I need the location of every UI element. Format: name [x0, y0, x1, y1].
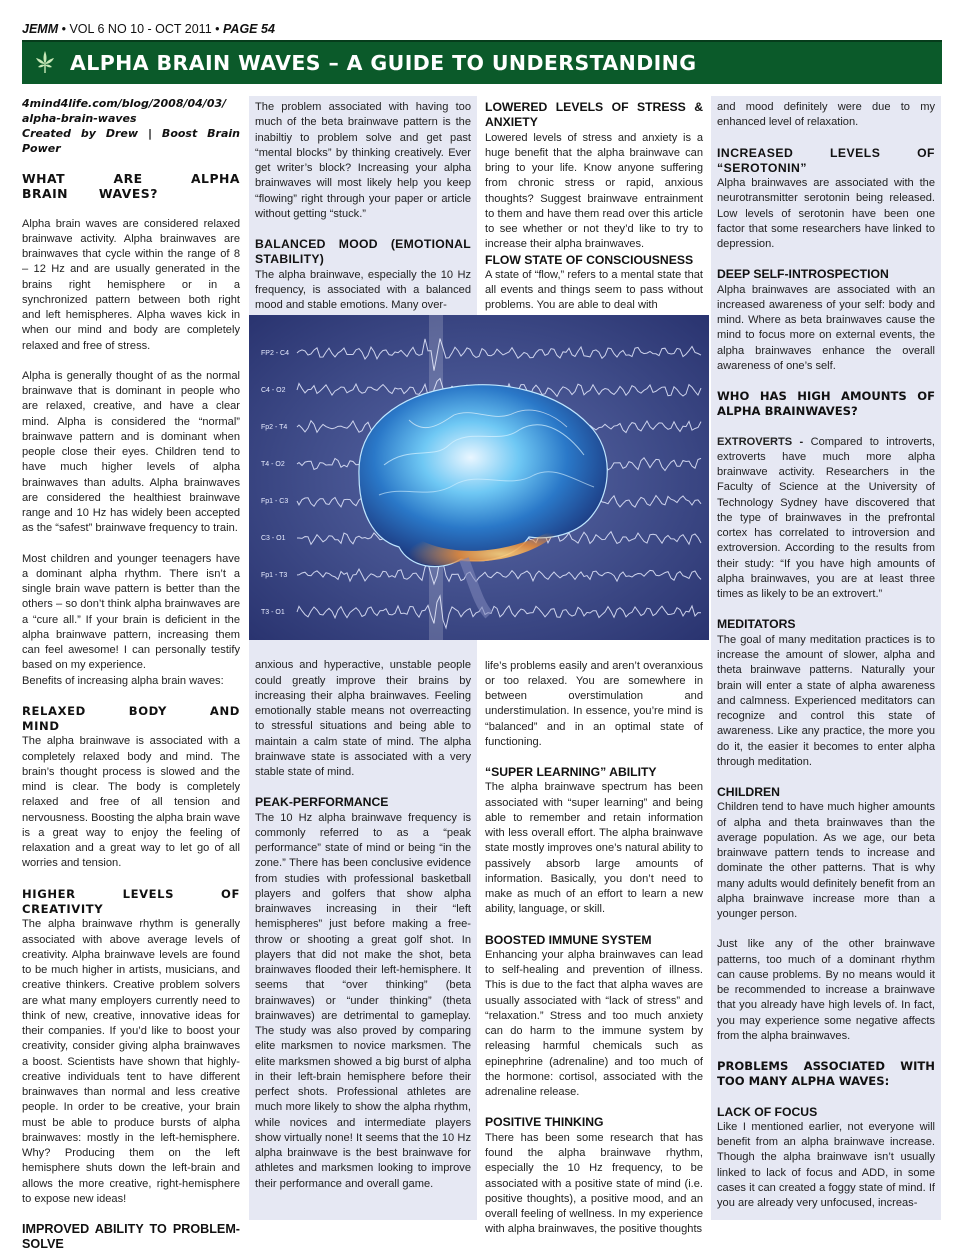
paragraph: Alpha is generally thought of as the normal brainwave that is dominant in people who are relaxed, creative, and have a clear mind. Alpha is considered the “normal” brainwave pattern and is dominant when people close their eyes. Children tend to have much higher levels of alpha brainwaves than adults. Alpha brainwaves are considered the healthiest brainwave range and 10 Hz has widely been accepted as the “safest” brainwave frequency to train.: [22, 369, 240, 535]
page-title: ALPHA BRAIN WAVES – A GUIDE TO UNDERSTANDING: [70, 51, 697, 75]
heading-serotonin: INCREASED LEVELS OF “SEROTONIN”: [717, 145, 935, 175]
eeg-channel-label: T3 - O1: [261, 609, 285, 616]
heading-deep-introspection: DEEP SELF-INTROSPECTION: [717, 267, 889, 282]
heading-what-are-alpha: WHAT ARE ALPHA BRAIN WAVES?: [22, 171, 240, 202]
issue-info: VOL 6 NO 10 - OCT 2011: [69, 22, 212, 36]
heading-balanced-mood: BALANCED MOOD (EMOTIONAL STABILITY): [255, 237, 471, 267]
source-url: 4mind4life.com/blog/2008/04/03/ alpha-brain-waves: [22, 97, 227, 125]
column-2: [249, 96, 477, 1220]
paragraph: The alpha brainwave rhythm is generally associated with above average levels of creativity. Alpha brainwave levels are found to be much higher in artists, musicians, and creative thinkers. Creative problem solvers are what many employers currently need to think of new, creative, innovative ideas for their companies. If you’d like to boost your creativity, consider giving alpha brainwaves a boost. Scientists have shown that highly-creative individuals tent to have different brainwaves than normal and less creative people. In order to be creative, your brain must be able to produce bursts of alpha brainwaves: mostly in the left-hemisphere. Why? Producing them on the left hemisphere shuts down the left-brain and allows the more creative, right-hemisphere to expose new ideas!: [22, 918, 240, 1205]
lead-extroverts: EXTROVERTS -: [717, 435, 804, 448]
paragraph: The goal of many meditation practices is to increase the amount of slower, alpha and theta brainwave patterns. Naturally your brain will enter a state of alpha awareness and calmness. Experienced meditators can recognize and control this state of awareness. Like any practice, the more you do it, the easier it becomes to enter alpha through meditation.: [717, 633, 935, 768]
paragraph: Benefits of increasing alpha brain waves:: [22, 674, 224, 687]
heading-peak-performance: PEAK-PERFORMANCE: [255, 795, 389, 810]
heading-meditators: MEDITATORS: [717, 617, 796, 632]
heading-positive-thinking: POSITIVE THINKING: [485, 1115, 604, 1130]
paragraph: EXTROVERTS - Compared to introverts, extroverts have much more alpha brainwave activity. Researchers in the Faculty of Science at the University of Technology Sydney have discovered that the type of brainwaves in the prefrontal cortex has correlated to introversion and extroversion. According to the results from their study: “If you have high amounts of alpha brainwaves, you are at least three times as likely to be an extrovert.”: [717, 435, 935, 601]
title-banner: [22, 40, 942, 84]
heading-children: CHILDREN: [717, 785, 780, 800]
heading-who-has-high-alpha: WHO HAS HIGH AMOUNTS OF ALPHA BRAINWAVES?: [717, 389, 935, 419]
page-number: PAGE 54: [223, 22, 275, 36]
eeg-channel-label: C3 - O1: [261, 535, 286, 542]
issue-line: JEMM • VOL 6 NO 10 - OCT 2011 • PAGE 54: [22, 22, 275, 36]
column-3: [479, 96, 709, 1236]
heading-lowered-stress: LOWERED LEVELS OF STRESS & ANXIETY: [485, 100, 703, 130]
paragraph: Children tend to have much higher amounts of alpha and theta brainwaves than the average population. As we age, our beta brainwave pattern tends to increase and dominate the other patterns. That is why many adults would definitely benefit from an alpha brainwave increase more than a younger person.: [717, 801, 935, 921]
paragraph: and mood definitely were due to my enhanced level of relaxation.: [717, 101, 935, 129]
paragraph: Lowered levels of stress and anxiety is a huge benefit that the alpha brainwave can bring to your life. Know anyone suffering from chronic stress or rapid, anxious thoughts? Suggest brainwave entrainment to them and have them read over this article to see whether or not they’d like to try to increase their alpha brainwaves.: [485, 131, 703, 251]
paragraph: Enhancing your alpha brainwaves can lead to self-healing and prevention of illness. This is due to the fact that alpha waves are usually associated with “lack of stress” and “relaxation.” Stress and too much anxiety can do harm to the immune system by releasing harmful chemicals such as epinephrine (adrenaline) and too much of the hormone: cortisol, associated with the adrenaline release.: [485, 948, 703, 1099]
paragraph: anxious and hyperactive, unstable people could greatly improve their brains by increasing their alpha brainwaves. Feeling emotionally stable means not overreacting to stressful situations and being able to maintain a calm state of mind. The alpha brainwave state is associated with a very stable state of mind.: [255, 659, 471, 779]
brain-eeg-figure: [249, 315, 709, 640]
paragraph: The alpha brainwave spectrum has been associated with “super learning” and being able to remember and retain information with less overall effort. The alpha brainwave state mostly improves one’s natural ability to passively absorb large amounts of information. Basically, you don’t need to make as much of an effort to learn a new ability, language, or skill.: [485, 781, 703, 916]
paragraph: life’s problems easily and aren’t overanxious or too relaxed. You are somewhere in between overstimulation and understimulation. In essence, you’re mind is “balanced” and in an optimal state of functioning.: [485, 659, 703, 748]
publication-name: JEMM: [22, 22, 59, 36]
heading-flow-state: FLOW STATE OF CONSCIOUSNESS: [485, 252, 694, 267]
paragraph: Just like any of the other brainwave patterns, too much of a dominant rhythm can cause problems. By no means would it be recommended to increase a brainwave that you already have high levels of. In fact, you may experience some negative affects from the alpha brainwaves.: [717, 938, 935, 1042]
brain-eeg-illustration: [249, 315, 709, 640]
heading-super-learning: “SUPER LEARNING” ABILITY: [485, 765, 657, 780]
heading-problems-too-many-alpha: PROBLEMS ASSOCIATED WITH TOO MANY ALPHA WAVES:: [717, 1059, 935, 1089]
paragraph: Most children and younger teenagers have a dominant alpha rhythm. There isn’t a single brain wave pattern is better than the others – so don’t think alpha brainwaves are a “cure all.” If your brain is deficient in the alpha brainwave pattern, increasing them can feel awesome! I can personally testify based on my experience.: [22, 552, 240, 672]
eeg-channel-label: C4 - O2: [261, 387, 286, 394]
eeg-channel-label: Fp1 - C3: [261, 498, 289, 505]
paragraph: The problem associated with having too much of the beta brainwave pattern is the inabiltiy to problem solve and get past “mental blocks” by thinking creatively. Ever get writer’s block? Increasing your alpha brainwaves will most likely help you keep “flowing” right through your paper or article without getting “stuck.”: [255, 101, 471, 220]
paragraph: The alpha brainwave, especially the 10 Hz frequency, is associated with a balanced mood and stable emotions. Many over-: [255, 268, 471, 312]
paragraph: Alpha brainwaves are associated with the neurotransmitter serotonin being released. Low levels of serotonin have been one factor that some researchers have linked to depression.: [717, 177, 935, 251]
paragraph: Alpha brain waves are considered relaxed brainwave activity. Alpha brainwaves are brainwaves that cycle within the range of 8 – 12 Hz and are usually generated in the brains right hemisphere or in a synchronized pattern between both right and left hemispheres. Alpha waves kick in when our mind and body are completely relaxed and free of stress.: [22, 217, 240, 352]
heading-creativity: HIGHER LEVELS OF CREATIVITY: [22, 886, 240, 916]
eeg-channel-label: Fp1 - T3: [261, 572, 288, 579]
heading-immune-system: BOOSTED IMMUNE SYSTEM: [485, 932, 652, 947]
eeg-channel-label: T4 - O2: [261, 461, 285, 468]
heading-relaxed-body: RELAXED BODY AND MIND: [22, 703, 240, 734]
heading-improved-ability: IMPROVED ABILITY TO PROBLEM-SOLVE: [22, 1222, 240, 1252]
column-4: [711, 96, 941, 1220]
paragraph: Alpha brainwaves are associated with an increased awareness of your self: body and mind. Where as beta brainwaves cause the mind to focus more on external events, the alpha brainwaves enhance the overall awareness of one’s self.: [717, 283, 935, 372]
eeg-channel-label: FP2 - C4: [261, 350, 290, 357]
paragraph: The 10 Hz alpha brainwave frequency is commonly referred to as a “peak performance” state of mind or being “in the zone.” There has been conclusive evidence from studies with professional basketball players and golfers that show alpha brainwaves increasing in their “left hemispheres” just before making a free-throw or shooting a great golf shot. In players that did not make the shot, beta brainwaves flooded their left-hemisphere. It seems that “over thinking” (beta brainwaves) or “under thinking” (theta brainwaves) are detrimental to gameplay. The study was also proved by comparing elite marksmen to novice marksmen. The elite marksmen showed a big burst of alpha in their left-brain hemisphere before their perfect shots. Professional athletes are much more likely to show the alpha rhythm, while novices and intermediate players show virtually none! It seems that the 10 Hz alpha brainwave is the best brainwave for athletes and marksmen looking to improve their performance and overall game.: [255, 811, 471, 1190]
source-credit: Created by Drew | Boost Brain Power: [22, 127, 240, 155]
eeg-channel-label: Fp2 - T4: [261, 424, 288, 431]
paragraph: There has been some research that has found the alpha brainwave rhythm, especially the 10 Hz frequency, to be associated with a positive state of mind (i.e. positive thoughts), a positive mood, and an overall feeling of wellness. In my experience with alpha brainwaves, the positive thoughts: [485, 1131, 703, 1236]
column-1: [22, 96, 240, 1252]
paragraph: Like I mentioned earlier, not everyone will benefit from an alpha brainwave increase. Though the alpha brainwave isn’t usually linked to lack of focus and ADD, in some cases it can created a foggy state of mind. If you are already very unfocused, increas-: [717, 1120, 935, 1210]
paragraph: The alpha brainwave is associated with a completely relaxed body and mind. The brain’s thought process is slowed and the mind is clear. The body is completely relaxed and free of all tension and nervousness. Boosting the alpha brain wave is a great way to enjoy the feeling of relaxation and a great way to let go of all worries and tension.: [22, 735, 240, 870]
heading-lack-of-focus: LACK OF FOCUS: [717, 1104, 818, 1119]
paragraph: A state of “flow,” refers to a mental state that all events and things seem to pass without problems. You are able to deal with: [485, 268, 703, 312]
leaf-icon: [30, 48, 60, 78]
